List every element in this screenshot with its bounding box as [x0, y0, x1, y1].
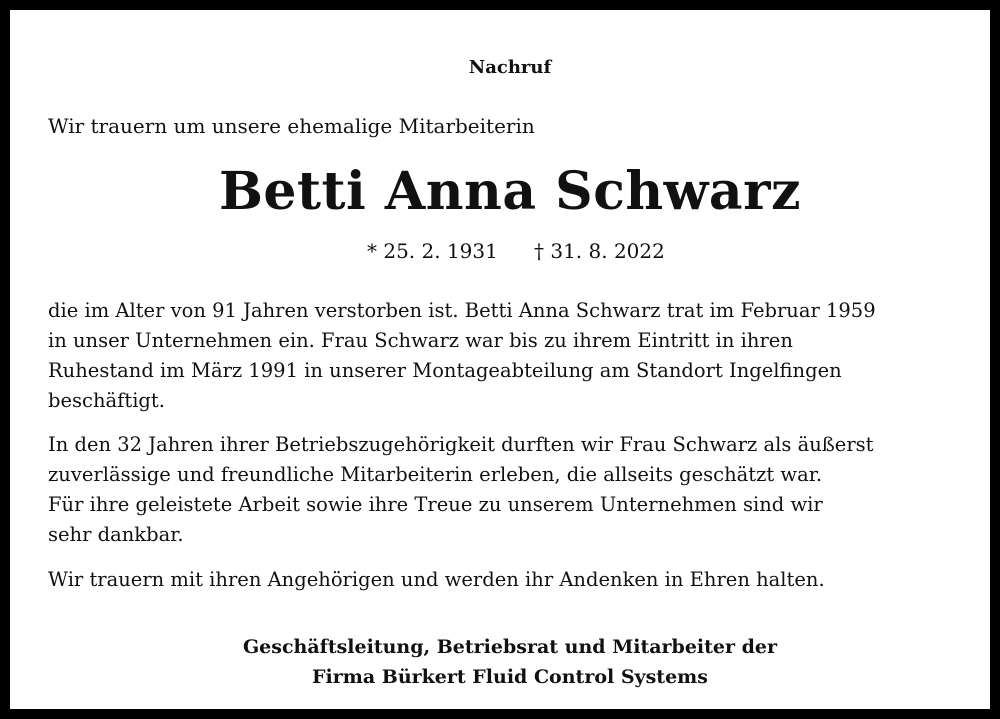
- deceased-name: Betti Anna Schwarz: [218, 161, 802, 222]
- birth-date: * 25. 2. 1931: [367, 239, 498, 263]
- paragraph-mourning: [48, 565, 978, 595]
- paragraph-line: beschäftigt.: [48, 389, 165, 412]
- signature-line: Geschäftsleitung, Betriebsrat und Mitarbeiter der: [242, 636, 778, 658]
- paragraph-line: die im Alter von 91 Jahren verstorben ist. Betti Anna Schwarz trat im Februar 1959: [48, 299, 876, 322]
- signature-line: Firma Bürkert Fluid Control Systems: [312, 666, 708, 688]
- paragraph-line: Ruhestand im März 1991 in unserer Montageabteilung am Standort Ingelfingen: [48, 359, 842, 382]
- signature-block: [10, 632, 1000, 692]
- paragraph-line: in unser Unternehmen ein. Frau Schwarz war bis zu ihrem Eintritt in ihren: [48, 329, 793, 352]
- death-date: † 31. 8. 2022: [534, 239, 665, 263]
- paragraph-career: [48, 296, 978, 416]
- paragraph-line: sehr dankbar.: [48, 523, 184, 546]
- paragraph-line: Für ihre geleistete Arbeit sowie ihre Treue zu unserem Unternehmen sind wir: [48, 493, 823, 516]
- notice-heading: Nachruf: [468, 57, 552, 78]
- paragraph-tribute: [48, 430, 978, 550]
- paragraph-line: In den 32 Jahren ihrer Betriebszugehörigkeit durften wir Frau Schwarz als äußerst: [48, 433, 874, 456]
- paragraph-line: zuverlässige und freundliche Mitarbeiterin erleben, die allseits geschätzt war.: [48, 463, 823, 486]
- intro-line: Wir trauern um unsere ehemalige Mitarbeiterin: [48, 114, 535, 138]
- paragraph-line: Wir trauern mit ihren Angehörigen und werden ihr Andenken in Ehren halten.: [48, 568, 825, 591]
